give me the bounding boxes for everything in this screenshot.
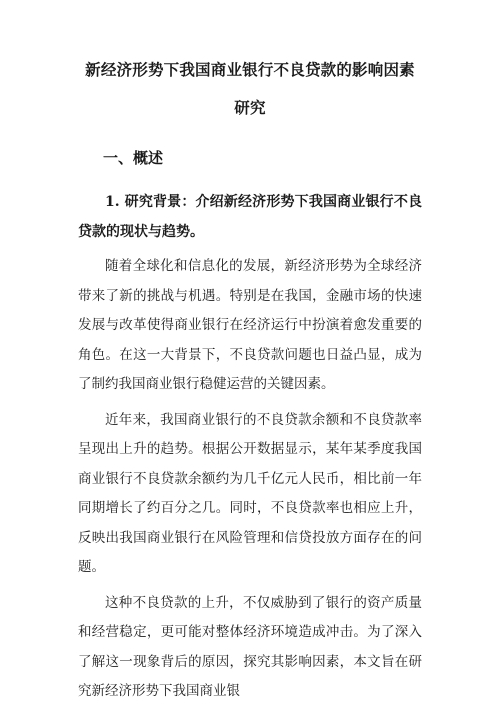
section-heading-overview: 一、概述 [103, 149, 164, 167]
body-paragraph: 这种不良贷款的上升，不仅威胁到了银行的资产质量和经营稳定，更可能对整体经济环境造成冲击。为了深入了解这一现象背后的原因，探究其影响因素，本文旨在研究新经济形势下我国商业银 [78, 594, 422, 699]
document-page [0, 59, 500, 716]
body-paragraph: 随着全球化和信息化的发展，新经济形势为全球经济带来了新的挑战与机遇。特别是在我国，金融市场的快速发展与改革使得商业银行在经济运行中扮演着愈发重要的角色。在这一大背景下，不良贷款问题也日益凸显，成为了制约我国商业银行稳健运营的关键因素。 [78, 258, 422, 392]
subsection-heading-background: 1. 研究背景：介绍新经济形势下我国商业银行不良贷款的现状与趋势。 [78, 194, 422, 240]
body-paragraph: 近年来，我国商业银行的不良贷款余额和不良贷款率呈现出上升的趋势。根据公开数据显示，某年某季度我国商业银行不良贷款余额约为几千亿元人民币，相比前一年同期增长了约百分之几。同时，不良贷款率也相应上升，反映出我国商业银行在风险管理和信贷投放方面存在的问题。 [78, 411, 422, 575]
document-title-line1: 新经济形势下我国商业银行不良贷款的影响因素 [85, 60, 415, 79]
document-title-line2: 研究 [234, 98, 266, 117]
